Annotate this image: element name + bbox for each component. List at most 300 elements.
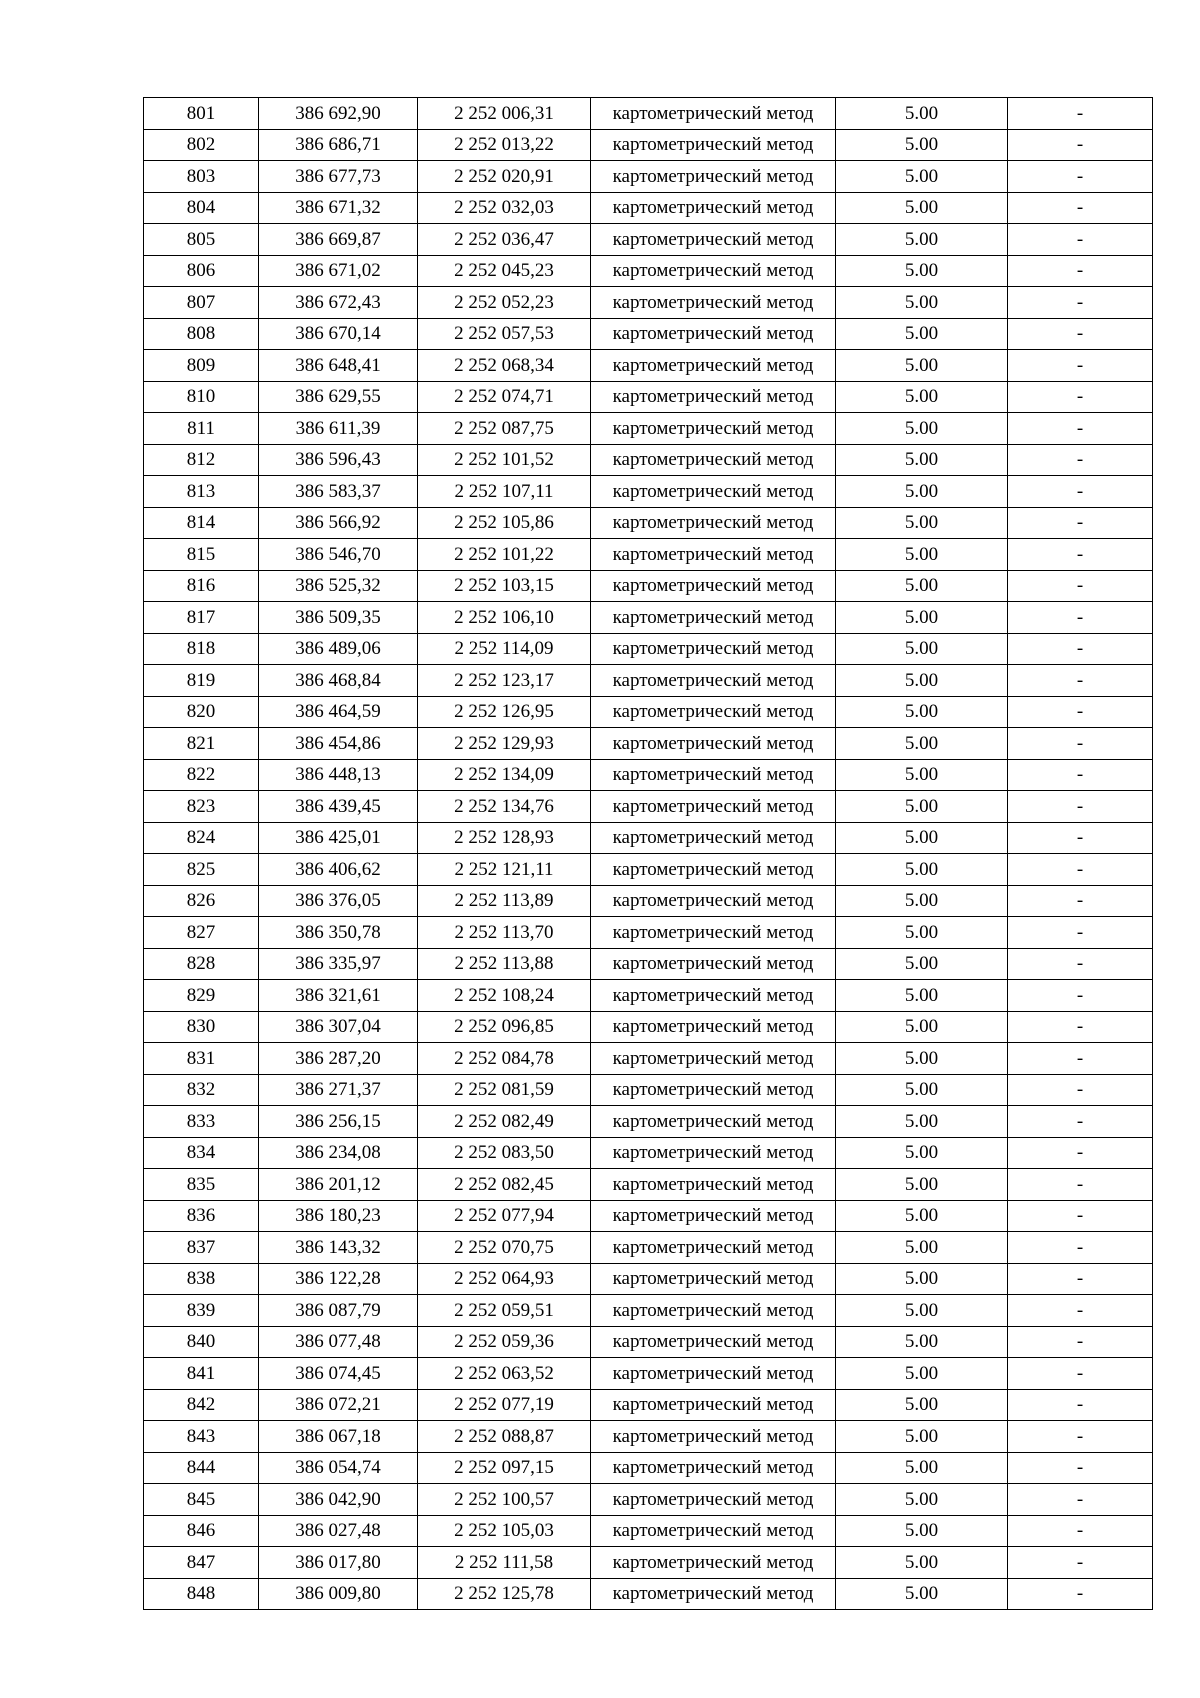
accuracy-cell: 5.00 [836, 602, 1008, 634]
x-coordinate-cell: 386 009,80 [259, 1578, 418, 1610]
note-cell: - [1008, 1358, 1153, 1390]
method-cell: картометрический метод [591, 1515, 836, 1547]
point-number-cell: 817 [144, 602, 259, 634]
method-cell: картометрический метод [591, 1232, 836, 1264]
accuracy-cell: 5.00 [836, 822, 1008, 854]
y-coordinate-cell: 2 252 100,57 [418, 1484, 591, 1516]
point-number-cell: 825 [144, 854, 259, 886]
accuracy-cell: 5.00 [836, 1232, 1008, 1264]
note-cell: - [1008, 476, 1153, 508]
y-coordinate-cell: 2 252 059,51 [418, 1295, 591, 1327]
point-number-cell: 803 [144, 161, 259, 193]
note-cell: - [1008, 854, 1153, 886]
note-cell: - [1008, 1137, 1153, 1169]
method-cell: картометрический метод [591, 728, 836, 760]
point-number-cell: 846 [144, 1515, 259, 1547]
point-number-cell: 831 [144, 1043, 259, 1075]
table-row [144, 1169, 1153, 1201]
accuracy-cell: 5.00 [836, 759, 1008, 791]
y-coordinate-cell: 2 252 107,11 [418, 476, 591, 508]
point-number-cell: 813 [144, 476, 259, 508]
accuracy-cell: 5.00 [836, 1137, 1008, 1169]
note-cell: - [1008, 444, 1153, 476]
y-coordinate-cell: 2 252 077,94 [418, 1200, 591, 1232]
note-cell: - [1008, 1452, 1153, 1484]
point-number-cell: 809 [144, 350, 259, 382]
point-number-cell: 808 [144, 318, 259, 350]
table-row [144, 1326, 1153, 1358]
accuracy-cell: 5.00 [836, 1169, 1008, 1201]
point-number-cell: 807 [144, 287, 259, 319]
note-cell: - [1008, 1232, 1153, 1264]
y-coordinate-cell: 2 252 101,22 [418, 539, 591, 571]
table-row [144, 917, 1153, 949]
table-row [144, 980, 1153, 1012]
y-coordinate-cell: 2 252 125,78 [418, 1578, 591, 1610]
x-coordinate-cell: 386 335,97 [259, 948, 418, 980]
y-coordinate-cell: 2 252 134,09 [418, 759, 591, 791]
table-row [144, 1263, 1153, 1295]
method-cell: картометрический метод [591, 665, 836, 697]
accuracy-cell: 5.00 [836, 696, 1008, 728]
accuracy-cell: 5.00 [836, 476, 1008, 508]
x-coordinate-cell: 386 072,21 [259, 1389, 418, 1421]
x-coordinate-cell: 386 287,20 [259, 1043, 418, 1075]
point-number-cell: 843 [144, 1421, 259, 1453]
table-row [144, 1578, 1153, 1610]
point-number-cell: 840 [144, 1326, 259, 1358]
method-cell: картометрический метод [591, 1326, 836, 1358]
x-coordinate-cell: 386 583,37 [259, 476, 418, 508]
point-number-cell: 818 [144, 633, 259, 665]
y-coordinate-cell: 2 252 113,88 [418, 948, 591, 980]
x-coordinate-cell: 386 077,48 [259, 1326, 418, 1358]
y-coordinate-cell: 2 252 032,03 [418, 192, 591, 224]
note-cell: - [1008, 791, 1153, 823]
y-coordinate-cell: 2 252 106,10 [418, 602, 591, 634]
x-coordinate-cell: 386 087,79 [259, 1295, 418, 1327]
x-coordinate-cell: 386 307,04 [259, 1011, 418, 1043]
table-row [144, 1547, 1153, 1579]
method-cell: картометрический метод [591, 696, 836, 728]
table-row [144, 98, 1153, 130]
accuracy-cell: 5.00 [836, 1326, 1008, 1358]
table-row [144, 696, 1153, 728]
point-number-cell: 838 [144, 1263, 259, 1295]
y-coordinate-cell: 2 252 134,76 [418, 791, 591, 823]
x-coordinate-cell: 386 074,45 [259, 1358, 418, 1390]
table-row [144, 1011, 1153, 1043]
y-coordinate-cell: 2 252 126,95 [418, 696, 591, 728]
x-coordinate-cell: 386 525,32 [259, 570, 418, 602]
note-cell: - [1008, 129, 1153, 161]
method-cell: картометрический метод [591, 980, 836, 1012]
note-cell: - [1008, 1484, 1153, 1516]
accuracy-cell: 5.00 [836, 854, 1008, 886]
table-row [144, 1043, 1153, 1075]
point-number-cell: 834 [144, 1137, 259, 1169]
note-cell: - [1008, 98, 1153, 130]
y-coordinate-cell: 2 252 096,85 [418, 1011, 591, 1043]
y-coordinate-cell: 2 252 063,52 [418, 1358, 591, 1390]
method-cell: картометрический метод [591, 1547, 836, 1579]
y-coordinate-cell: 2 252 013,22 [418, 129, 591, 161]
x-coordinate-cell: 386 692,90 [259, 98, 418, 130]
y-coordinate-cell: 2 252 087,75 [418, 413, 591, 445]
point-number-cell: 826 [144, 885, 259, 917]
note-cell: - [1008, 1295, 1153, 1327]
table-row [144, 350, 1153, 382]
method-cell: картометрический метод [591, 1358, 836, 1390]
point-number-cell: 835 [144, 1169, 259, 1201]
accuracy-cell: 5.00 [836, 728, 1008, 760]
note-cell: - [1008, 192, 1153, 224]
method-cell: картометрический метод [591, 1578, 836, 1610]
accuracy-cell: 5.00 [836, 1295, 1008, 1327]
table-row [144, 570, 1153, 602]
x-coordinate-cell: 386 201,12 [259, 1169, 418, 1201]
accuracy-cell: 5.00 [836, 1263, 1008, 1295]
point-number-cell: 829 [144, 980, 259, 1012]
point-number-cell: 844 [144, 1452, 259, 1484]
point-number-cell: 827 [144, 917, 259, 949]
method-cell: картометрический метод [591, 917, 836, 949]
accuracy-cell: 5.00 [836, 1043, 1008, 1075]
method-cell: картометрический метод [591, 1074, 836, 1106]
accuracy-cell: 5.00 [836, 318, 1008, 350]
accuracy-cell: 5.00 [836, 570, 1008, 602]
note-cell: - [1008, 318, 1153, 350]
accuracy-cell: 5.00 [836, 980, 1008, 1012]
note-cell: - [1008, 917, 1153, 949]
x-coordinate-cell: 386 350,78 [259, 917, 418, 949]
x-coordinate-cell: 386 454,86 [259, 728, 418, 760]
note-cell: - [1008, 255, 1153, 287]
point-number-cell: 828 [144, 948, 259, 980]
x-coordinate-cell: 386 509,35 [259, 602, 418, 634]
table-row [144, 507, 1153, 539]
accuracy-cell: 5.00 [836, 255, 1008, 287]
method-cell: картометрический метод [591, 885, 836, 917]
table-row [144, 1074, 1153, 1106]
accuracy-cell: 5.00 [836, 161, 1008, 193]
x-coordinate-cell: 386 686,71 [259, 129, 418, 161]
accuracy-cell: 5.00 [836, 917, 1008, 949]
y-coordinate-cell: 2 252 121,11 [418, 854, 591, 886]
x-coordinate-cell: 386 271,37 [259, 1074, 418, 1106]
note-cell: - [1008, 696, 1153, 728]
x-coordinate-cell: 386 671,32 [259, 192, 418, 224]
method-cell: картометрический метод [591, 1200, 836, 1232]
accuracy-cell: 5.00 [836, 633, 1008, 665]
note-cell: - [1008, 413, 1153, 445]
method-cell: картометрический метод [591, 287, 836, 319]
note-cell: - [1008, 980, 1153, 1012]
accuracy-cell: 5.00 [836, 444, 1008, 476]
y-coordinate-cell: 2 252 074,71 [418, 381, 591, 413]
table-row [144, 791, 1153, 823]
accuracy-cell: 5.00 [836, 98, 1008, 130]
x-coordinate-cell: 386 669,87 [259, 224, 418, 256]
x-coordinate-cell: 386 672,43 [259, 287, 418, 319]
y-coordinate-cell: 2 252 036,47 [418, 224, 591, 256]
method-cell: картометрический метод [591, 318, 836, 350]
x-coordinate-cell: 386 234,08 [259, 1137, 418, 1169]
table-row [144, 1200, 1153, 1232]
method-cell: картометрический метод [591, 570, 836, 602]
accuracy-cell: 5.00 [836, 539, 1008, 571]
x-coordinate-cell: 386 406,62 [259, 854, 418, 886]
method-cell: картометрический метод [591, 255, 836, 287]
note-cell: - [1008, 822, 1153, 854]
y-coordinate-cell: 2 252 101,52 [418, 444, 591, 476]
y-coordinate-cell: 2 252 068,34 [418, 350, 591, 382]
note-cell: - [1008, 948, 1153, 980]
y-coordinate-cell: 2 252 105,86 [418, 507, 591, 539]
y-coordinate-cell: 2 252 105,03 [418, 1515, 591, 1547]
accuracy-cell: 5.00 [836, 350, 1008, 382]
x-coordinate-cell: 386 546,70 [259, 539, 418, 571]
table-row [144, 129, 1153, 161]
method-cell: картометрический метод [591, 759, 836, 791]
point-number-cell: 845 [144, 1484, 259, 1516]
y-coordinate-cell: 2 252 123,17 [418, 665, 591, 697]
note-cell: - [1008, 287, 1153, 319]
accuracy-cell: 5.00 [836, 224, 1008, 256]
point-number-cell: 812 [144, 444, 259, 476]
y-coordinate-cell: 2 252 082,49 [418, 1106, 591, 1138]
table-row [144, 822, 1153, 854]
point-number-cell: 814 [144, 507, 259, 539]
table-row [144, 854, 1153, 886]
method-cell: картометрический метод [591, 192, 836, 224]
method-cell: картометрический метод [591, 381, 836, 413]
y-coordinate-cell: 2 252 088,87 [418, 1421, 591, 1453]
method-cell: картометрический метод [591, 791, 836, 823]
x-coordinate-cell: 386 067,18 [259, 1421, 418, 1453]
method-cell: картометрический метод [591, 413, 836, 445]
method-cell: картометрический метод [591, 1106, 836, 1138]
table-row [144, 665, 1153, 697]
x-coordinate-cell: 386 468,84 [259, 665, 418, 697]
note-cell: - [1008, 539, 1153, 571]
table-row [144, 885, 1153, 917]
table-row [144, 476, 1153, 508]
accuracy-cell: 5.00 [836, 1547, 1008, 1579]
point-number-cell: 837 [144, 1232, 259, 1264]
accuracy-cell: 5.00 [836, 1200, 1008, 1232]
x-coordinate-cell: 386 042,90 [259, 1484, 418, 1516]
x-coordinate-cell: 386 321,61 [259, 980, 418, 1012]
x-coordinate-cell: 386 464,59 [259, 696, 418, 728]
point-number-cell: 820 [144, 696, 259, 728]
y-coordinate-cell: 2 252 108,24 [418, 980, 591, 1012]
table-row [144, 444, 1153, 476]
table-row [144, 413, 1153, 445]
note-cell: - [1008, 1547, 1153, 1579]
method-cell: картометрический метод [591, 1043, 836, 1075]
table-row [144, 1232, 1153, 1264]
accuracy-cell: 5.00 [836, 1074, 1008, 1106]
point-number-cell: 841 [144, 1358, 259, 1390]
method-cell: картометрический метод [591, 350, 836, 382]
table-row [144, 759, 1153, 791]
table-row [144, 728, 1153, 760]
table-row [144, 539, 1153, 571]
x-coordinate-cell: 386 671,02 [259, 255, 418, 287]
coordinates-table [143, 97, 1153, 1610]
x-coordinate-cell: 386 648,41 [259, 350, 418, 382]
method-cell: картометрический метод [591, 129, 836, 161]
accuracy-cell: 5.00 [836, 1578, 1008, 1610]
note-cell: - [1008, 728, 1153, 760]
method-cell: картометрический метод [591, 476, 836, 508]
note-cell: - [1008, 1389, 1153, 1421]
x-coordinate-cell: 386 054,74 [259, 1452, 418, 1484]
method-cell: картометрический метод [591, 161, 836, 193]
y-coordinate-cell: 2 252 052,23 [418, 287, 591, 319]
accuracy-cell: 5.00 [836, 1452, 1008, 1484]
method-cell: картометрический метод [591, 1484, 836, 1516]
note-cell: - [1008, 1074, 1153, 1106]
table-row [144, 1452, 1153, 1484]
point-number-cell: 819 [144, 665, 259, 697]
table-row [144, 1515, 1153, 1547]
accuracy-cell: 5.00 [836, 1389, 1008, 1421]
note-cell: - [1008, 1169, 1153, 1201]
table-row [144, 255, 1153, 287]
note-cell: - [1008, 224, 1153, 256]
table-row [144, 602, 1153, 634]
y-coordinate-cell: 2 252 045,23 [418, 255, 591, 287]
accuracy-cell: 5.00 [836, 791, 1008, 823]
x-coordinate-cell: 386 439,45 [259, 791, 418, 823]
point-number-cell: 848 [144, 1578, 259, 1610]
y-coordinate-cell: 2 252 111,58 [418, 1547, 591, 1579]
note-cell: - [1008, 1515, 1153, 1547]
point-number-cell: 806 [144, 255, 259, 287]
table-row [144, 1358, 1153, 1390]
y-coordinate-cell: 2 252 057,53 [418, 318, 591, 350]
table-row [144, 224, 1153, 256]
note-cell: - [1008, 507, 1153, 539]
table-row [144, 381, 1153, 413]
x-coordinate-cell: 386 629,55 [259, 381, 418, 413]
note-cell: - [1008, 1263, 1153, 1295]
method-cell: картометрический метод [591, 1389, 836, 1421]
x-coordinate-cell: 386 017,80 [259, 1547, 418, 1579]
point-number-cell: 805 [144, 224, 259, 256]
x-coordinate-cell: 386 670,14 [259, 318, 418, 350]
method-cell: картометрический метод [591, 1295, 836, 1327]
x-coordinate-cell: 386 566,92 [259, 507, 418, 539]
note-cell: - [1008, 602, 1153, 634]
x-coordinate-cell: 386 448,13 [259, 759, 418, 791]
method-cell: картометрический метод [591, 98, 836, 130]
accuracy-cell: 5.00 [836, 665, 1008, 697]
note-cell: - [1008, 161, 1153, 193]
y-coordinate-cell: 2 252 006,31 [418, 98, 591, 130]
accuracy-cell: 5.00 [836, 1421, 1008, 1453]
y-coordinate-cell: 2 252 084,78 [418, 1043, 591, 1075]
table-row [144, 1106, 1153, 1138]
method-cell: картометрический метод [591, 1137, 836, 1169]
note-cell: - [1008, 1043, 1153, 1075]
note-cell: - [1008, 665, 1153, 697]
y-coordinate-cell: 2 252 083,50 [418, 1137, 591, 1169]
method-cell: картометрический метод [591, 1421, 836, 1453]
note-cell: - [1008, 633, 1153, 665]
table-row [144, 948, 1153, 980]
method-cell: картометрический метод [591, 1011, 836, 1043]
table-row [144, 1295, 1153, 1327]
point-number-cell: 842 [144, 1389, 259, 1421]
accuracy-cell: 5.00 [836, 1011, 1008, 1043]
table-row [144, 1137, 1153, 1169]
point-number-cell: 822 [144, 759, 259, 791]
table-row [144, 633, 1153, 665]
y-coordinate-cell: 2 252 114,09 [418, 633, 591, 665]
y-coordinate-cell: 2 252 059,36 [418, 1326, 591, 1358]
accuracy-cell: 5.00 [836, 507, 1008, 539]
method-cell: картометрический метод [591, 602, 836, 634]
table-row [144, 1421, 1153, 1453]
note-cell: - [1008, 885, 1153, 917]
accuracy-cell: 5.00 [836, 1515, 1008, 1547]
method-cell: картометрический метод [591, 539, 836, 571]
x-coordinate-cell: 386 376,05 [259, 885, 418, 917]
note-cell: - [1008, 570, 1153, 602]
point-number-cell: 816 [144, 570, 259, 602]
note-cell: - [1008, 1200, 1153, 1232]
y-coordinate-cell: 2 252 129,93 [418, 728, 591, 760]
point-number-cell: 830 [144, 1011, 259, 1043]
note-cell: - [1008, 1011, 1153, 1043]
y-coordinate-cell: 2 252 128,93 [418, 822, 591, 854]
point-number-cell: 810 [144, 381, 259, 413]
x-coordinate-cell: 386 180,23 [259, 1200, 418, 1232]
note-cell: - [1008, 1421, 1153, 1453]
method-cell: картометрический метод [591, 444, 836, 476]
accuracy-cell: 5.00 [836, 1106, 1008, 1138]
table-row [144, 287, 1153, 319]
y-coordinate-cell: 2 252 020,91 [418, 161, 591, 193]
point-number-cell: 847 [144, 1547, 259, 1579]
x-coordinate-cell: 386 425,01 [259, 822, 418, 854]
x-coordinate-cell: 386 256,15 [259, 1106, 418, 1138]
note-cell: - [1008, 1578, 1153, 1610]
point-number-cell: 833 [144, 1106, 259, 1138]
accuracy-cell: 5.00 [836, 1358, 1008, 1390]
accuracy-cell: 5.00 [836, 192, 1008, 224]
method-cell: картометрический метод [591, 224, 836, 256]
y-coordinate-cell: 2 252 113,70 [418, 917, 591, 949]
method-cell: картометрический метод [591, 854, 836, 886]
point-number-cell: 832 [144, 1074, 259, 1106]
method-cell: картометрический метод [591, 948, 836, 980]
x-coordinate-cell: 386 611,39 [259, 413, 418, 445]
accuracy-cell: 5.00 [836, 413, 1008, 445]
table-row [144, 318, 1153, 350]
note-cell: - [1008, 381, 1153, 413]
x-coordinate-cell: 386 677,73 [259, 161, 418, 193]
x-coordinate-cell: 386 596,43 [259, 444, 418, 476]
method-cell: картометрический метод [591, 1452, 836, 1484]
accuracy-cell: 5.00 [836, 948, 1008, 980]
table-row [144, 192, 1153, 224]
note-cell: - [1008, 1326, 1153, 1358]
note-cell: - [1008, 1106, 1153, 1138]
